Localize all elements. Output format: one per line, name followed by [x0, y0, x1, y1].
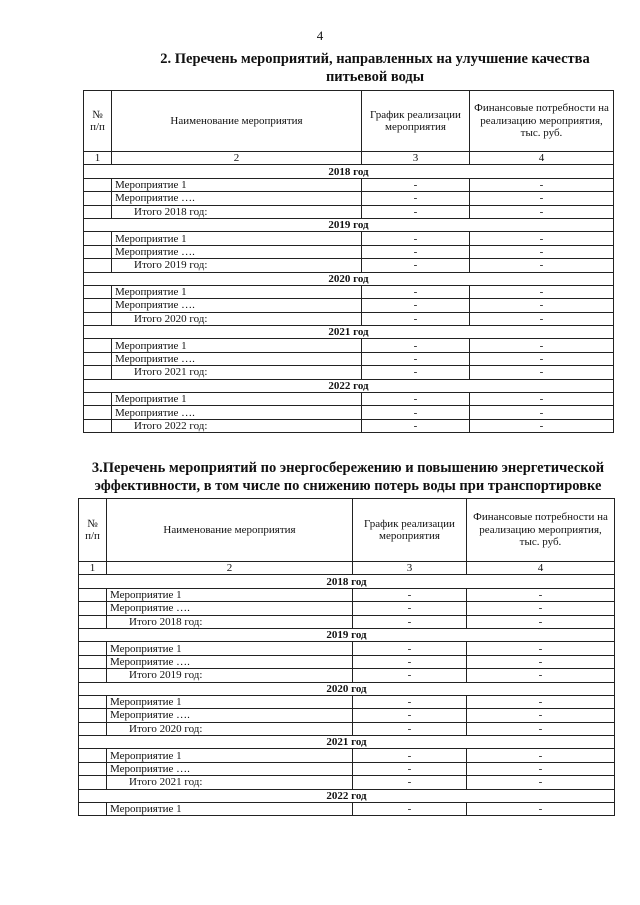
total-label: Итого 2022 год: — [112, 419, 362, 432]
table-row — [84, 393, 614, 406]
column-number: 1 — [79, 562, 107, 575]
finance-value: - — [470, 245, 614, 258]
measure-name: Мероприятие 1 — [107, 695, 353, 708]
row-number-cell — [84, 352, 112, 365]
total-label: Итого 2019 год: — [112, 259, 362, 272]
finance-value: - — [470, 285, 614, 298]
measure-name: Мероприятие 1 — [112, 232, 362, 245]
column-number: 1 — [84, 152, 112, 165]
schedule-value: - — [353, 642, 467, 655]
column-number-row — [84, 152, 614, 165]
table-row — [79, 803, 615, 816]
section-2-title: 2. Перечень мероприятий, направленных на улучшение качества питьевой воды — [160, 51, 590, 85]
measure-name: Мероприятие 1 — [107, 803, 353, 816]
finance-value: - — [470, 352, 614, 365]
table-row — [84, 259, 614, 272]
finance-value: - — [467, 776, 615, 789]
schedule-value: - — [362, 299, 470, 312]
row-number-cell — [84, 205, 112, 218]
table-row — [79, 722, 615, 735]
row-number-cell — [84, 406, 112, 419]
row-number-cell — [79, 642, 107, 655]
year-label: 2022 год — [79, 789, 615, 802]
year-label: 2022 год — [84, 379, 614, 392]
table-row — [79, 709, 615, 722]
row-number-cell — [84, 419, 112, 432]
schedule-value: - — [362, 312, 470, 325]
row-number-cell — [84, 245, 112, 258]
header-schedule: График реализации мероприятия — [362, 91, 470, 152]
table-row — [79, 762, 615, 775]
section-3-title: 3.Перечень мероприятий по энергосбережению и повышению энергетической эффективности, в том числе по снижению потерь воды при транспортировке — [91, 460, 605, 494]
finance-value: - — [470, 232, 614, 245]
schedule-value: - — [353, 762, 467, 775]
year-row — [84, 326, 614, 339]
table-row — [84, 299, 614, 312]
measure-name: Мероприятие 1 — [107, 588, 353, 601]
year-label: 2020 год — [79, 682, 615, 695]
header-name: Наименование мероприятия — [107, 499, 353, 562]
finance-value: - — [470, 339, 614, 352]
schedule-value: - — [353, 749, 467, 762]
header-num: № п/п — [84, 91, 112, 152]
table-row — [84, 192, 614, 205]
year-label: 2019 год — [84, 218, 614, 231]
finance-value: - — [467, 709, 615, 722]
table-energy-saving-measures — [78, 498, 615, 816]
finance-value: - — [467, 749, 615, 762]
row-number-cell — [79, 655, 107, 668]
row-number-cell — [79, 803, 107, 816]
table-row — [84, 245, 614, 258]
measure-name: Мероприятие …. — [112, 352, 362, 365]
year-row — [84, 218, 614, 231]
finance-value: - — [470, 366, 614, 379]
total-label: Итого 2021 год: — [112, 366, 362, 379]
schedule-value: - — [353, 709, 467, 722]
table-row — [79, 669, 615, 682]
schedule-value: - — [362, 406, 470, 419]
column-number: 3 — [353, 562, 467, 575]
finance-value: - — [470, 192, 614, 205]
schedule-value: - — [353, 695, 467, 708]
schedule-value: - — [353, 776, 467, 789]
year-label: 2019 год — [79, 628, 615, 641]
table-row — [84, 232, 614, 245]
measure-name: Мероприятие …. — [112, 406, 362, 419]
year-label: 2018 год — [79, 575, 615, 588]
column-number: 3 — [362, 152, 470, 165]
column-number: 2 — [107, 562, 353, 575]
table-row — [79, 588, 615, 601]
finance-value: - — [467, 762, 615, 775]
finance-value: - — [470, 178, 614, 191]
row-number-cell — [84, 299, 112, 312]
table-row — [79, 749, 615, 762]
total-label: Итого 2018 год: — [112, 205, 362, 218]
row-number-cell — [79, 615, 107, 628]
year-row — [79, 575, 615, 588]
measure-name: Мероприятие …. — [107, 709, 353, 722]
measure-name: Мероприятие 1 — [112, 339, 362, 352]
year-row — [84, 272, 614, 285]
row-number-cell — [84, 259, 112, 272]
table-row — [84, 366, 614, 379]
table-row — [79, 615, 615, 628]
table-water-quality-measures — [83, 90, 614, 433]
measure-name: Мероприятие 1 — [107, 642, 353, 655]
total-label: Итого 2019 год: — [107, 669, 353, 682]
measure-name: Мероприятие …. — [107, 602, 353, 615]
schedule-value: - — [362, 393, 470, 406]
row-number-cell — [84, 339, 112, 352]
table-row — [84, 285, 614, 298]
measure-name: Мероприятие …. — [112, 299, 362, 312]
year-row — [79, 736, 615, 749]
schedule-value: - — [353, 588, 467, 601]
table-row — [79, 695, 615, 708]
column-number: 4 — [467, 562, 615, 575]
schedule-value: - — [362, 178, 470, 191]
measure-name: Мероприятие 1 — [112, 285, 362, 298]
row-number-cell — [84, 192, 112, 205]
finance-value: - — [470, 406, 614, 419]
year-row — [84, 165, 614, 178]
finance-value: - — [470, 419, 614, 432]
table-row — [84, 312, 614, 325]
total-label: Итого 2020 год: — [112, 312, 362, 325]
year-label: 2020 год — [84, 272, 614, 285]
schedule-value: - — [362, 352, 470, 365]
row-number-cell — [79, 722, 107, 735]
table-row — [84, 406, 614, 419]
table-row — [84, 339, 614, 352]
schedule-value: - — [362, 339, 470, 352]
row-number-cell — [79, 776, 107, 789]
row-number-cell — [84, 366, 112, 379]
measure-name: Мероприятие …. — [112, 192, 362, 205]
row-number-cell — [84, 312, 112, 325]
table-row — [79, 776, 615, 789]
row-number-cell — [84, 393, 112, 406]
finance-value: - — [467, 803, 615, 816]
schedule-value: - — [353, 602, 467, 615]
schedule-value: - — [353, 615, 467, 628]
measure-name: Мероприятие 1 — [107, 749, 353, 762]
finance-value: - — [470, 205, 614, 218]
page-number: 4 — [316, 28, 324, 43]
schedule-value: - — [362, 419, 470, 432]
schedule-value: - — [362, 192, 470, 205]
schedule-value: - — [353, 803, 467, 816]
schedule-value: - — [362, 259, 470, 272]
table-row — [79, 642, 615, 655]
header-num: № п/п — [79, 499, 107, 562]
table-row — [84, 352, 614, 365]
finance-value: - — [467, 615, 615, 628]
schedule-value: - — [353, 722, 467, 735]
total-label: Итого 2020 год: — [107, 722, 353, 735]
table-row — [79, 655, 615, 668]
year-row — [84, 379, 614, 392]
finance-value: - — [467, 722, 615, 735]
finance-value: - — [467, 655, 615, 668]
table-row — [84, 419, 614, 432]
header-finance: Финансовые потребности на реализацию мероприятия, тыс. руб. — [467, 499, 615, 562]
measure-name: Мероприятие 1 — [112, 178, 362, 191]
table-row — [79, 602, 615, 615]
row-number-cell — [79, 669, 107, 682]
schedule-value: - — [362, 285, 470, 298]
table-header-row — [79, 499, 615, 562]
total-label: Итого 2018 год: — [107, 615, 353, 628]
row-number-cell — [79, 749, 107, 762]
row-number-cell — [79, 588, 107, 601]
year-label: 2021 год — [79, 736, 615, 749]
finance-value: - — [470, 299, 614, 312]
header-name: Наименование мероприятия — [112, 91, 362, 152]
row-number-cell — [79, 602, 107, 615]
table-row — [84, 178, 614, 191]
year-label: 2018 год — [84, 165, 614, 178]
table-header-row — [84, 91, 614, 152]
measure-name: Мероприятие …. — [107, 655, 353, 668]
table-row — [84, 205, 614, 218]
year-row — [79, 628, 615, 641]
year-row — [79, 682, 615, 695]
header-finance: Финансовые потребности на реализацию мероприятия, тыс. руб. — [470, 91, 614, 152]
year-label: 2021 год — [84, 326, 614, 339]
row-number-cell — [79, 709, 107, 722]
finance-value: - — [470, 312, 614, 325]
finance-value: - — [467, 695, 615, 708]
measure-name: Мероприятие …. — [112, 245, 362, 258]
schedule-value: - — [353, 655, 467, 668]
schedule-value: - — [362, 366, 470, 379]
row-number-cell — [79, 762, 107, 775]
column-number-row — [79, 562, 615, 575]
schedule-value: - — [362, 232, 470, 245]
measure-name: Мероприятие 1 — [112, 393, 362, 406]
finance-value: - — [467, 642, 615, 655]
finance-value: - — [470, 259, 614, 272]
row-number-cell — [79, 695, 107, 708]
row-number-cell — [84, 232, 112, 245]
header-schedule: График реализации мероприятия — [353, 499, 467, 562]
column-number: 4 — [470, 152, 614, 165]
finance-value: - — [467, 602, 615, 615]
row-number-cell — [84, 285, 112, 298]
schedule-value: - — [362, 205, 470, 218]
schedule-value: - — [353, 669, 467, 682]
finance-value: - — [467, 588, 615, 601]
total-label: Итого 2021 год: — [107, 776, 353, 789]
year-row — [79, 789, 615, 802]
finance-value: - — [467, 669, 615, 682]
finance-value: - — [470, 393, 614, 406]
measure-name: Мероприятие …. — [107, 762, 353, 775]
row-number-cell — [84, 178, 112, 191]
column-number: 2 — [112, 152, 362, 165]
schedule-value: - — [362, 245, 470, 258]
